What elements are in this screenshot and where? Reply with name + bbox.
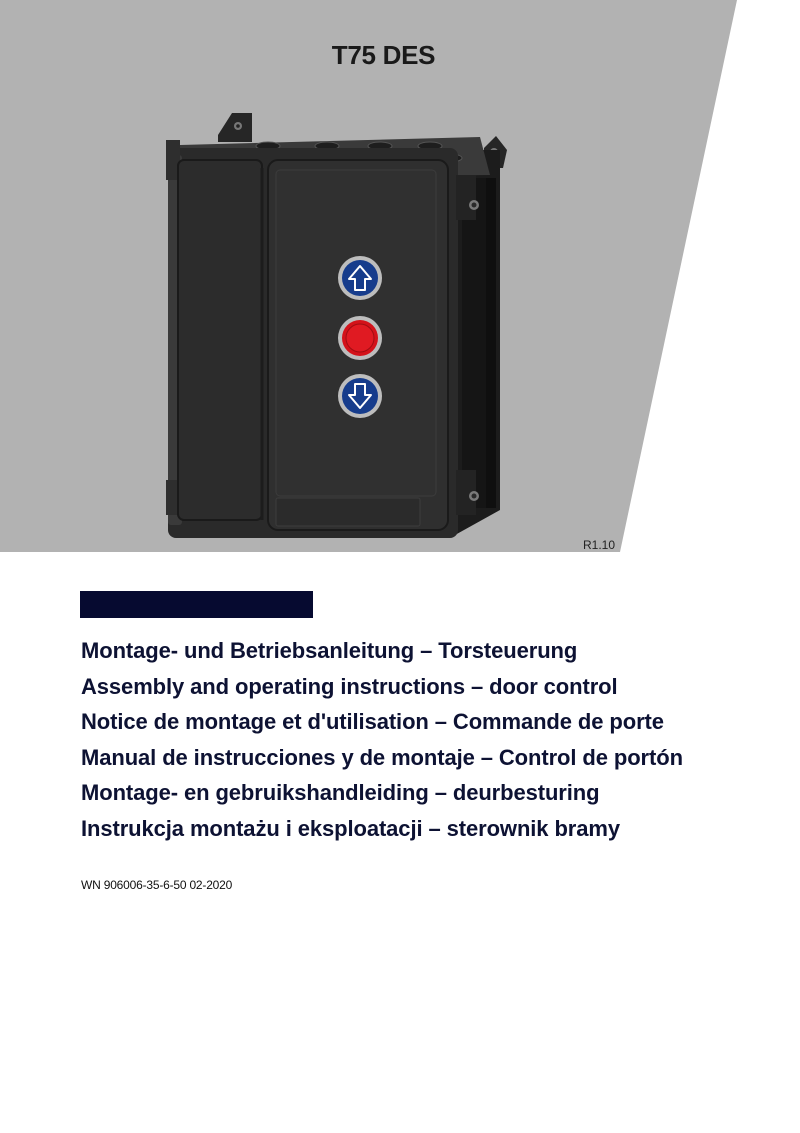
title-spanish: Manual de instrucciones y de montaje – Control de portón xyxy=(81,744,683,770)
document-number: WN 906006-35-6-50 02-2020 xyxy=(81,878,233,892)
stop-button xyxy=(338,316,382,360)
close-button xyxy=(338,374,382,418)
title-polish: Instrukcja montażu i eksploatacji – sterownik bramy xyxy=(81,815,620,841)
title-german: Montage- und Betriebsanleitung – Torsteuerung xyxy=(81,638,578,663)
title-dutch: Montage- en gebruikshandleiding – deurbesturing xyxy=(81,780,600,806)
document-titles xyxy=(81,636,683,850)
housing xyxy=(166,137,500,538)
revision-label: R1.10 xyxy=(583,538,616,552)
cover-hero xyxy=(0,0,800,552)
title-english: Assembly and operating instructions – door control xyxy=(81,673,618,699)
product-illustration xyxy=(0,0,800,552)
stop-icon xyxy=(346,324,374,352)
model-title: T75 DES xyxy=(331,40,436,70)
open-button xyxy=(338,256,382,300)
accent-bar xyxy=(80,591,313,618)
title-french: Notice de montage et d'utilisation – Commande de porte xyxy=(81,709,664,735)
